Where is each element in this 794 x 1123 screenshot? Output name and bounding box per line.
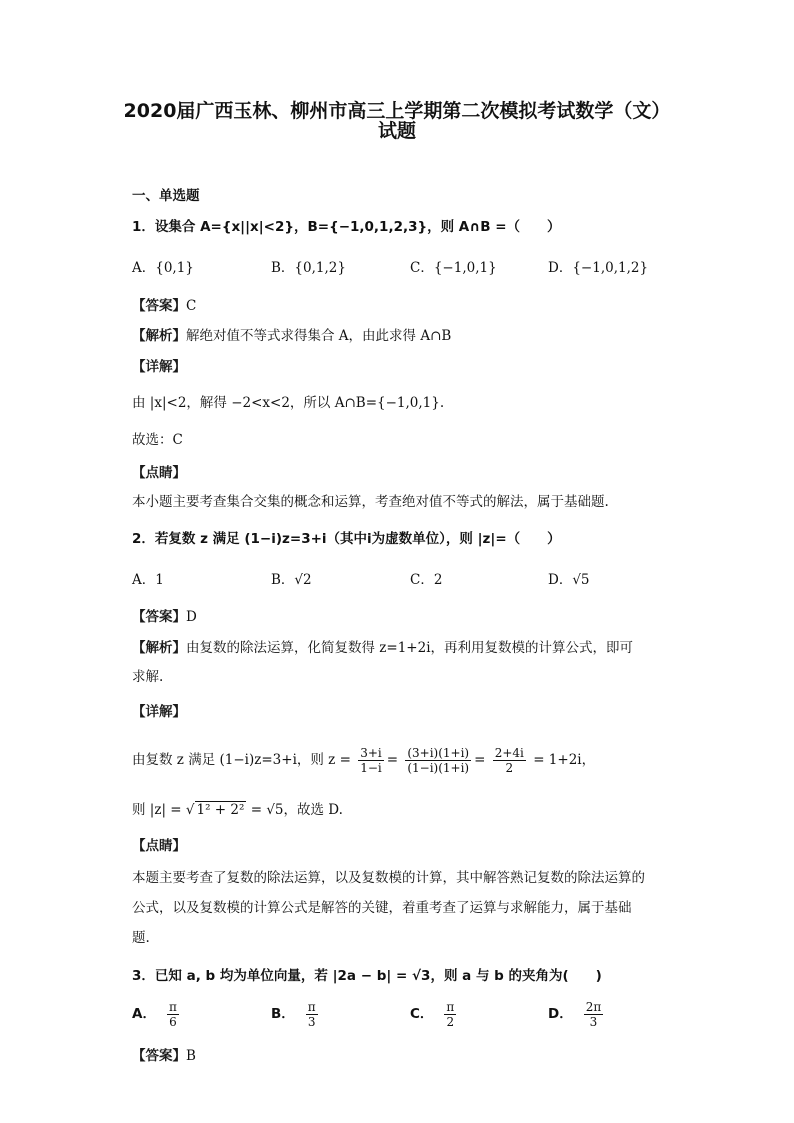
frac-num: 2π bbox=[585, 1000, 602, 1014]
q3-option-a bbox=[132, 1000, 182, 1029]
mod-prefix: 则 |z| = bbox=[132, 802, 186, 818]
answer-value: C bbox=[186, 298, 197, 314]
q2-modulus: 则 |z| = √ 1² + 2² = √5，故选 D. bbox=[132, 802, 343, 818]
q1-option-d: D．{−1,0,1,2} bbox=[548, 260, 649, 276]
option-fraction bbox=[584, 1000, 604, 1029]
analysis-tag: 【解析】 bbox=[132, 328, 186, 344]
frac-den: (1−i)(1+i) bbox=[407, 761, 470, 775]
q1-choose: 故选：C bbox=[132, 432, 183, 448]
q3-answer bbox=[132, 1046, 196, 1066]
detail-tail: = 1+2i， bbox=[533, 752, 596, 768]
page-title: 2020届广西玉林、柳州市高三上学期第二次模拟考试数学（文） bbox=[123, 100, 671, 122]
q1-option-c: C．{−1,0,1} bbox=[410, 260, 497, 276]
frac-num: 3+i bbox=[360, 746, 382, 760]
q1-answer bbox=[132, 296, 196, 316]
q2-option-c: C．2 bbox=[410, 572, 443, 588]
analysis-text: 由复数的除法运算，化简复数得 z=1+2i，再利用复数模的计算公式，即可 bbox=[186, 640, 634, 656]
mod-tail: = √5，故选 D. bbox=[250, 802, 343, 818]
answer-tag: 【答案】 bbox=[132, 298, 186, 314]
q2-comment-tag: 【点睛】 bbox=[132, 838, 186, 854]
analysis-tag: 【解析】 bbox=[132, 640, 186, 656]
q2-answer bbox=[132, 607, 197, 627]
detail-prefix: 由复数 z 满足 (1−i)z=3+i，则 z = bbox=[132, 752, 351, 768]
q1-option-a: A．{0,1} bbox=[132, 260, 194, 276]
mod-root: 1² + 2² bbox=[196, 802, 245, 818]
frac-den: 3 bbox=[307, 1015, 316, 1029]
q1-option-b: B．{0,1,2} bbox=[271, 260, 346, 276]
q3-option-c bbox=[410, 1000, 459, 1029]
section-heading: 一、单选题 bbox=[132, 188, 200, 204]
fraction-1 bbox=[358, 746, 384, 775]
q1-comment: 本小题主要考查集合交集的概念和运算，考查绝对值不等式的解法，属于基础题. bbox=[132, 494, 609, 510]
frac-den: 2 bbox=[446, 1015, 455, 1029]
q1-analysis bbox=[132, 326, 451, 346]
fraction-2 bbox=[405, 746, 471, 775]
q2-comment-l2: 公式，以及复数模的计算公式是解答的关键，着重考查了运算与求解能力，属于基础 bbox=[132, 900, 632, 916]
frac-den: 6 bbox=[169, 1015, 177, 1029]
frac-num: (3+i)(1+i) bbox=[407, 746, 470, 760]
option-fraction bbox=[306, 1000, 318, 1029]
q2-analysis-cont: 求解. bbox=[132, 669, 164, 685]
page-title-line2: 试题 bbox=[377, 120, 416, 142]
q2-detail-tag: 【详解】 bbox=[132, 704, 186, 720]
frac-den: 3 bbox=[589, 1015, 598, 1029]
option-label: C． bbox=[410, 1006, 434, 1022]
q2-option-a: A．1 bbox=[132, 572, 164, 588]
q1-comment-tag: 【点睛】 bbox=[132, 465, 186, 481]
q2-option-d: D．√5 bbox=[548, 572, 590, 588]
answer-tag: 【答案】 bbox=[132, 609, 186, 625]
q3-option-d bbox=[548, 1000, 606, 1029]
q1-detail: 由 |x|<2，解得 −2<x<2，所以 A∩B={−1,0,1}. bbox=[132, 395, 445, 411]
q1-detail-tag: 【详解】 bbox=[132, 359, 186, 375]
frac-num: π bbox=[446, 1000, 455, 1014]
q2-detail: 由复数 z 满足 (1−i)z=3+i，则 z = $\frac{3+i}{1-i}$ = $\frac{(3+i)(1+i)}{(1-i)(1+i)}$ = $\frac{2+4i}{2}$ = 1+2i， bbox=[132, 746, 596, 775]
q2-option-b: B．√2 bbox=[271, 572, 312, 588]
frac-num: 2+4i bbox=[494, 746, 524, 760]
q2-analysis bbox=[132, 638, 633, 658]
answer-value: D bbox=[186, 609, 197, 625]
option-label: B． bbox=[271, 1006, 295, 1022]
option-fraction bbox=[167, 1000, 179, 1029]
q3-option-b bbox=[271, 1000, 321, 1029]
fraction-3 bbox=[493, 746, 526, 775]
answer-tag: 【答案】 bbox=[132, 1048, 186, 1064]
option-fraction bbox=[444, 1000, 456, 1029]
frac-num: π bbox=[168, 1000, 177, 1014]
analysis-text: 解绝对值不等式求得集合 A，由此求得 A∩B bbox=[186, 328, 452, 344]
option-label: D． bbox=[548, 1006, 573, 1022]
q2-comment-l3: 题. bbox=[132, 930, 150, 946]
question-3-stem: 3．已知 a, b 均为单位向量，若 |2a − b| = √3，则 a 与 b 的夹角为( ) bbox=[132, 968, 602, 984]
question-2-stem: 2．若复数 z 满足 (1−i)z=3+i（其中i为虚数单位），则 |z|=（ ） bbox=[132, 531, 561, 547]
frac-num: π bbox=[307, 1000, 316, 1014]
question-1-stem: 1．设集合 A={x||x|<2}，B={−1,0,1,2,3}，则 A∩B =（ ） bbox=[132, 219, 561, 235]
frac-den: 2 bbox=[505, 761, 514, 775]
q2-comment-l1: 本题主要考查了复数的除法运算，以及复数模的计算，其中解答熟记复数的除法运算的 bbox=[132, 870, 645, 886]
answer-value: B bbox=[186, 1048, 196, 1064]
frac-den: 1−i bbox=[360, 761, 382, 775]
option-label: A． bbox=[132, 1006, 156, 1022]
